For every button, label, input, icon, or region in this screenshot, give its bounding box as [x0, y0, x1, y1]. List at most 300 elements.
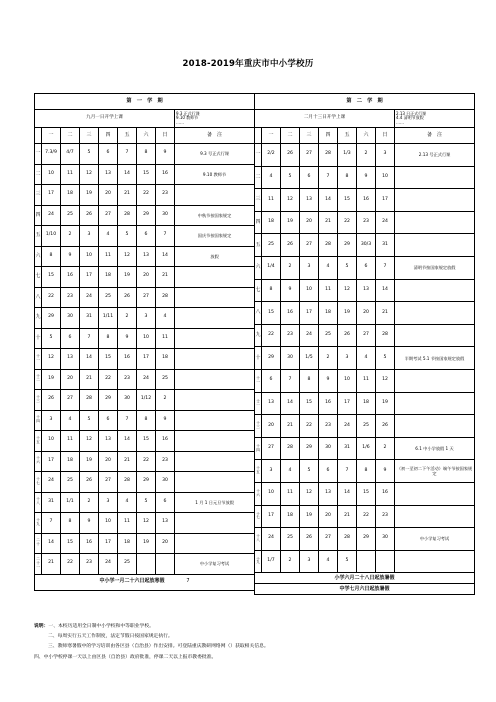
date-cell: 26 [281, 234, 300, 257]
semester-1-head-note [175, 110, 255, 128]
date-cell: 28 [376, 324, 395, 347]
date-cell: 18 [61, 185, 80, 206]
week-row [35, 185, 255, 206]
date-cell: 9 [319, 369, 338, 392]
weekday-header: 三 [80, 128, 99, 144]
date-cell: 20 [300, 211, 319, 234]
date-cell: 12 [376, 369, 395, 392]
week-row [255, 482, 475, 505]
date-cell: 28 [80, 390, 99, 411]
date-cell: 12 [281, 189, 300, 212]
semester-2-label: 第 二 学 期 [255, 94, 475, 110]
week-row [255, 256, 475, 279]
date-cell: 4 [118, 492, 137, 513]
week-row [35, 328, 255, 349]
date-cell: 29 [42, 308, 61, 329]
date-cell: 30 [319, 437, 338, 460]
semester-2-start: 二月十三日开学上课 [255, 110, 395, 128]
date-cell: 11 [99, 246, 118, 267]
date-cell: 19 [338, 302, 357, 325]
date-cell: 15 [99, 349, 118, 370]
date-cell: 18 [99, 267, 118, 288]
note-item: 二、每周实行五天工作制度，法定节假日按国家规定执行。 [48, 634, 173, 640]
weekday-header: 六 [357, 128, 376, 144]
date-cell: 30 [61, 308, 80, 329]
week-number: 四 [255, 211, 262, 234]
date-cell: 21 [118, 451, 137, 472]
week-number: 十四 [35, 410, 42, 431]
week-number: 一 [255, 144, 262, 167]
date-cell: 11 [118, 513, 137, 534]
date-cell: 5 [300, 460, 319, 483]
date-cell: 2 [156, 390, 175, 411]
week-row [35, 554, 255, 575]
date-cell: 6 [262, 369, 281, 392]
date-cell: 16 [357, 189, 376, 212]
date-cell: 6 [357, 256, 376, 279]
weekday-header: 二 [281, 128, 300, 144]
week-row [255, 302, 475, 325]
notes-line [34, 632, 474, 642]
remark-header: 备 注 [175, 128, 255, 144]
week-number: 十七 [255, 505, 262, 528]
week-number: 十二 [35, 369, 42, 390]
weekday-header: 一 [262, 128, 281, 144]
weekday-header: 四 [99, 128, 118, 144]
remark-cell [175, 267, 255, 288]
notes-section [34, 622, 474, 663]
week-row [35, 410, 255, 431]
date-cell: 27 [357, 324, 376, 347]
date-cell: 1/6 [357, 437, 376, 460]
date-cell: 14 [319, 189, 338, 212]
week-number: 三 [255, 189, 262, 212]
week-number: 十二 [255, 392, 262, 415]
date-cell: 25 [357, 415, 376, 438]
date-cell: 10 [137, 328, 156, 349]
date-cell: 3 [338, 347, 357, 370]
remark-cell [395, 324, 475, 347]
week-row [255, 415, 475, 438]
week-row [35, 513, 255, 534]
remark-cell [175, 451, 255, 472]
winter-break-text: 中小学一月二十六日起放寒假 [99, 578, 165, 585]
date-cell: 3 [376, 144, 395, 167]
date-cell: 5 [118, 226, 137, 247]
week-row [255, 234, 475, 257]
week-row [35, 205, 255, 226]
date-cell: 5 [80, 144, 99, 165]
date-cell: 24 [376, 211, 395, 234]
date-cell: 9 [281, 279, 300, 302]
date-cell: 3 [300, 256, 319, 279]
date-cell: 7.3/9 [42, 144, 61, 165]
remark-cell: 国庆节按国家规定 [175, 226, 255, 247]
date-cell: 12 [137, 513, 156, 534]
date-cell: 27 [300, 144, 319, 167]
week-number: 三 [35, 185, 42, 206]
semester-1-label: 第 一 学 期 [35, 94, 255, 110]
date-cell: 2 [80, 492, 99, 513]
date-cell: 9 [156, 144, 175, 165]
remark-cell [175, 349, 255, 370]
date-cell: 13 [99, 431, 118, 452]
date-cell: 14 [42, 533, 61, 554]
date-cell: 22 [61, 554, 80, 575]
date-cell: 21 [338, 505, 357, 528]
date-cell: 28 [281, 437, 300, 460]
week-row [35, 369, 255, 390]
date-cell: 8 [357, 460, 376, 483]
remark-cell [395, 166, 475, 189]
date-cell: 29 [300, 437, 319, 460]
date-cell: 10 [376, 166, 395, 189]
date-cell: 22 [137, 451, 156, 472]
date-cell: 21 [42, 554, 61, 575]
date-cell: 1/4 [262, 256, 281, 279]
date-cell: 30 [281, 347, 300, 370]
date-cell: 22 [338, 211, 357, 234]
date-cell: 10 [80, 246, 99, 267]
date-cell: 5 [42, 328, 61, 349]
date-cell: 12 [80, 164, 99, 185]
date-cell: 26 [42, 390, 61, 411]
date-cell: 19 [281, 211, 300, 234]
week-number: 五 [255, 234, 262, 257]
date-cell: 26 [300, 528, 319, 551]
winter-break-number: 7 [186, 578, 190, 585]
date-cell: 10 [42, 164, 61, 185]
date-cell: 14 [338, 482, 357, 505]
date-cell: 6 [300, 166, 319, 189]
week-row [35, 287, 255, 308]
week-corner [35, 128, 42, 144]
notes-line [34, 642, 474, 652]
date-cell: 11 [61, 431, 80, 452]
week-number: 八 [35, 287, 42, 308]
date-cell: 29 [338, 234, 357, 257]
week-row [255, 166, 475, 189]
date-cell: 1/11 [99, 308, 118, 329]
date-cell: 21 [118, 185, 137, 206]
remark-cell [175, 369, 255, 390]
week-row [35, 472, 255, 493]
week-row [35, 267, 255, 288]
remark-cell [175, 410, 255, 431]
date-cell: 6 [137, 226, 156, 247]
date-cell: 15 [357, 482, 376, 505]
date-cell: 22 [262, 324, 281, 347]
date-cell: 9 [376, 460, 395, 483]
date-cell: 7 [281, 369, 300, 392]
date-cell: 20 [262, 415, 281, 438]
week-number: 六 [255, 256, 262, 279]
date-cell: 20 [61, 369, 80, 390]
date-cell: 5 [281, 166, 300, 189]
date-cell: 28 [118, 205, 137, 226]
date-cell: 27 [99, 472, 118, 493]
week-number: 十三 [255, 415, 262, 438]
date-cell: 21 [319, 211, 338, 234]
date-cell: 23 [61, 287, 80, 308]
remark-header: 备 注 [395, 128, 475, 144]
date-cell: 25 [61, 205, 80, 226]
date-cell: 28 [319, 144, 338, 167]
week-number: 六 [35, 246, 42, 267]
week-number: 十五 [255, 460, 262, 483]
date-cell: 13 [61, 349, 80, 370]
date-cell: 24 [80, 287, 99, 308]
date-cell: 16 [80, 533, 99, 554]
date-cell: 14 [80, 349, 99, 370]
date-cell: 9 [156, 410, 175, 431]
week-row [255, 211, 475, 234]
week-row [255, 369, 475, 392]
date-cell: 13 [262, 392, 281, 415]
week-number: 七 [255, 279, 262, 302]
date-cell: 24 [300, 324, 319, 347]
semester-2-head-note [395, 110, 475, 128]
date-cell: 2 [376, 437, 395, 460]
date-cell: 27 [137, 287, 156, 308]
date-cell: 24 [42, 472, 61, 493]
note-item: 三、教师寒暑假中的学习培训由各区县（自治县）作出安排。可登陆重庆教研网络网（）获取相关信息。 [48, 644, 269, 650]
date-cell: 27 [262, 437, 281, 460]
date-cell: 3 [99, 492, 118, 513]
remark-cell [175, 513, 255, 534]
week-row [35, 431, 255, 452]
date-cell: 13 [319, 482, 338, 505]
date-cell: 1/5 [300, 347, 319, 370]
date-cell: 13 [357, 279, 376, 302]
date-cell: 23 [357, 211, 376, 234]
date-cell [156, 554, 175, 575]
date-cell: 1/1 [61, 492, 80, 513]
semester-1-head-note-text: 9.3 正式行课 9.10 教师节 …… [176, 110, 200, 125]
week-row [35, 451, 255, 472]
date-cell: 18 [262, 211, 281, 234]
date-cell: 5 [137, 492, 156, 513]
date-cell: 2 [281, 550, 300, 573]
date-cell: 6 [156, 492, 175, 513]
date-cell: 11 [61, 164, 80, 185]
date-cell: 17 [262, 505, 281, 528]
remark-cell [175, 185, 255, 206]
date-cell: 31 [338, 437, 357, 460]
date-cell: 30 [118, 390, 137, 411]
date-cell: 7 [80, 328, 99, 349]
date-cell: 11 [319, 279, 338, 302]
weekday-header: 日 [156, 128, 175, 144]
remark-cell [395, 189, 475, 212]
date-cell: 12 [42, 349, 61, 370]
week-number: 十一 [255, 369, 262, 392]
date-cell: 22 [300, 415, 319, 438]
date-cell: 1/12 [137, 390, 156, 411]
date-cell: 18 [118, 533, 137, 554]
remark-cell [395, 211, 475, 234]
semester-1-start: 九月一日开学上课 [35, 110, 175, 128]
remark-cell [395, 369, 475, 392]
date-cell: 26 [80, 205, 99, 226]
remark-cell: 放假 [175, 246, 255, 267]
date-cell: 30/3 [357, 234, 376, 257]
week-row [255, 392, 475, 415]
date-cell: 2 [357, 144, 376, 167]
week-number: 九 [35, 308, 42, 329]
date-cell: 21 [281, 415, 300, 438]
date-cell: 5 [80, 410, 99, 431]
date-cell: 23 [281, 324, 300, 347]
date-cell: 20 [99, 451, 118, 472]
week-number: 九 [255, 324, 262, 347]
date-cell: 21 [376, 302, 395, 325]
date-cell: 14 [118, 164, 137, 185]
week-number: 十五 [35, 431, 42, 452]
date-cell: 22 [42, 287, 61, 308]
remark-cell [175, 431, 255, 452]
date-cell: 6 [99, 144, 118, 165]
week-row [255, 550, 475, 573]
date-cell: 18 [156, 349, 175, 370]
date-cell: 24 [99, 554, 118, 575]
week-number: 十一 [35, 349, 42, 370]
weekday-header: 日 [376, 128, 395, 144]
weekday-header: 三 [300, 128, 319, 144]
date-cell: 20 [357, 302, 376, 325]
date-cell: 22 [99, 369, 118, 390]
date-cell: 9 [80, 513, 99, 534]
remark-cell [395, 392, 475, 415]
date-cell: 18 [281, 505, 300, 528]
date-cell: 27 [99, 205, 118, 226]
date-cell: 22 [357, 505, 376, 528]
week-row [35, 144, 255, 165]
date-cell: 20 [319, 505, 338, 528]
remark-cell: 中小学复习考试 [395, 528, 475, 551]
date-cell: 8 [262, 279, 281, 302]
date-cell: 26 [281, 144, 300, 167]
date-cell: 23 [376, 505, 395, 528]
date-cell: 26 [80, 472, 99, 493]
date-cell: 1/7 [262, 550, 281, 573]
date-cell [357, 550, 376, 573]
notes-line [34, 622, 474, 632]
date-cell: 23 [118, 369, 137, 390]
date-cell: 17 [376, 189, 395, 212]
date-cell: 8 [338, 166, 357, 189]
date-cell: 15 [262, 302, 281, 325]
week-row [255, 144, 475, 167]
semester-2-head-note-text: 2.13 日正式行课 4.4 清明节放假 …… [396, 110, 427, 125]
date-cell: 16 [376, 482, 395, 505]
date-cell: 7 [156, 226, 175, 247]
date-cell: 28 [319, 234, 338, 257]
date-cell: 20 [156, 533, 175, 554]
date-cell: 6 [319, 460, 338, 483]
date-cell: 26 [338, 324, 357, 347]
date-cell: 8 [300, 369, 319, 392]
date-cell: 13 [137, 246, 156, 267]
date-cell: 16 [118, 349, 137, 370]
date-cell: 19 [137, 533, 156, 554]
date-cell: 10 [42, 431, 61, 452]
week-row [35, 308, 255, 329]
week-number: 十三 [35, 390, 42, 411]
date-cell: 17 [42, 451, 61, 472]
date-cell: 4 [319, 550, 338, 573]
week-number: 十六 [35, 451, 42, 472]
date-cell: 4 [156, 308, 175, 329]
date-cell: 8 [61, 513, 80, 534]
week-number: 十八 [35, 492, 42, 513]
remark-cell [395, 550, 475, 573]
date-cell: 3 [300, 550, 319, 573]
date-cell: 3 [80, 226, 99, 247]
date-cell: 30 [156, 472, 175, 493]
date-cell: 25 [118, 554, 137, 575]
date-cell: 11 [357, 369, 376, 392]
date-cell: 17 [42, 185, 61, 206]
week-row [35, 492, 255, 513]
date-cell: 16 [61, 267, 80, 288]
date-cell: 2 [281, 256, 300, 279]
date-cell: 19 [42, 369, 61, 390]
week-row [255, 505, 475, 528]
date-cell: 5 [338, 550, 357, 573]
date-cell: 14 [281, 392, 300, 415]
date-cell: 7 [118, 410, 137, 431]
week-number: 十四 [255, 437, 262, 460]
date-cell: 23 [319, 415, 338, 438]
date-cell: 22 [137, 185, 156, 206]
date-cell: 4 [357, 347, 376, 370]
date-cell: 23 [80, 554, 99, 575]
week-row [255, 324, 475, 347]
date-cell: 14 [118, 431, 137, 452]
date-cell: 15 [42, 267, 61, 288]
date-cell: 18 [357, 392, 376, 415]
date-cell: 25 [262, 234, 281, 257]
date-cell: 19 [80, 185, 99, 206]
date-cell: 29 [137, 205, 156, 226]
remark-cell [175, 533, 255, 554]
date-cell: 2 [319, 347, 338, 370]
date-cell: 3 [42, 410, 61, 431]
date-cell: 24 [42, 205, 61, 226]
date-cell: 8 [137, 410, 156, 431]
week-corner [255, 128, 262, 144]
remark-cell [175, 287, 255, 308]
remark-cell [175, 308, 255, 329]
date-cell: 12 [300, 482, 319, 505]
week-row [35, 246, 255, 267]
remark-cell [395, 234, 475, 257]
note-item: 一、本校历适用全日制中小学校和中等职业学校。 [48, 624, 154, 629]
date-cell: 4 [281, 460, 300, 483]
weekday-header: 六 [137, 128, 156, 144]
date-cell: 12 [118, 246, 137, 267]
date-cell: 7 [319, 166, 338, 189]
date-cell: 15 [61, 533, 80, 554]
date-cell [137, 554, 156, 575]
date-cell: 15 [137, 164, 156, 185]
date-cell: 19 [118, 267, 137, 288]
date-cell: 16 [156, 431, 175, 452]
date-cell: 7 [338, 460, 357, 483]
semester-1-calendar [34, 93, 255, 591]
date-cell: 5 [338, 256, 357, 279]
